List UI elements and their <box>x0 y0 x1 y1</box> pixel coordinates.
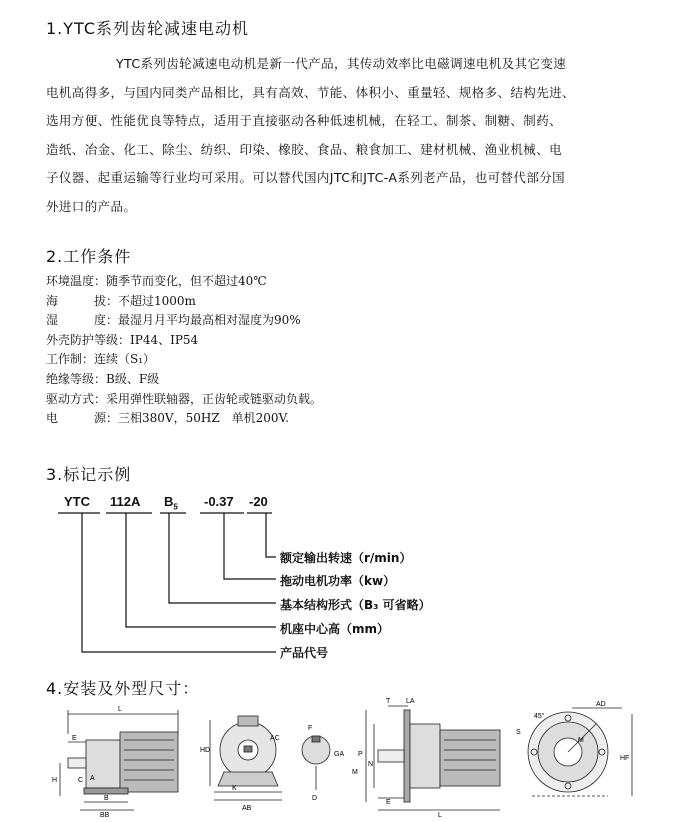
label-AC: AC <box>270 735 280 742</box>
condition-label: 湿 度： <box>46 313 119 328</box>
code-structure-letter: B <box>164 494 174 509</box>
condition-label: 绝缘等级： <box>46 371 107 386</box>
condition-value: 不超过1000m <box>118 293 196 308</box>
label-F: F <box>308 725 313 732</box>
label-L: L <box>118 706 122 713</box>
code-speed: -20 <box>249 494 268 509</box>
condition-value: 最湿月月平均最高相对湿度为90% <box>118 313 301 328</box>
drawing-flange-front-view <box>512 700 642 818</box>
intro-line: YTC系列齿轮减速电动机是新一代产品，其传动效率比电磁调速电机及其它变速 <box>116 56 567 71</box>
condition-label: 驱动方式： <box>46 391 107 406</box>
label-B: B <box>104 795 109 802</box>
label-AD: AD <box>596 701 606 708</box>
intro-line: 电机高得多，与国内同类产品相比，具有高效、节能、体积小、重量轻、规格多、结构先进、 <box>46 84 575 100</box>
desc-product-code: 产品代号 <box>280 646 329 660</box>
label-E: E <box>72 735 77 742</box>
label-AB: AB <box>242 805 252 812</box>
label-45deg: 45° <box>534 713 545 720</box>
drawing-front-view <box>198 700 346 818</box>
code-power: -0.37 <box>204 494 234 509</box>
intro-line: 选用方便、性能优良等特点，适用于直接驱动各种低速机械，在轻工、制茶、制糖、制药、 <box>46 113 563 129</box>
label-E3: E <box>386 799 391 806</box>
condition-label: 电 源： <box>46 411 119 426</box>
label-HF: HF <box>620 755 630 762</box>
intro-line: 外进口的产品。 <box>46 198 137 214</box>
label-K: K <box>232 785 237 792</box>
drawing-flange-side-view <box>348 694 508 818</box>
section-4-title: 4.安装及外型尺寸： <box>46 679 200 698</box>
condition-label: 外壳防护等级： <box>46 332 131 347</box>
code-center-height: 112A <box>110 494 141 509</box>
label-D: D <box>312 795 318 802</box>
label-M: M <box>352 769 358 776</box>
label-LA: LA <box>406 698 415 705</box>
condition-value: B级、F级 <box>106 371 160 386</box>
section-2-title: 2.工作条件 <box>46 247 132 266</box>
condition-value: 随季节而变化，但不超过40℃ <box>106 274 267 288</box>
label-HD: HD <box>200 747 211 754</box>
condition-label: 环境温度： <box>46 274 107 288</box>
condition-label: 海 拔： <box>46 293 119 308</box>
section-1-title: 1.YTC系列齿轮减速电动机 <box>46 19 250 38</box>
drawing-side-view <box>50 700 195 818</box>
condition-value: 连续（S₁） <box>94 352 156 367</box>
label-M4: M <box>578 737 584 744</box>
label-N: N <box>368 761 374 768</box>
label-P: P <box>358 751 363 758</box>
code-product: YTC <box>64 494 90 509</box>
condition-value: 三相380V，50HZ 单机200V. <box>118 411 289 426</box>
intro-line: 子仪器、起重运输等行业均可采用。可以替代国内JTC和JTC-A系列老产品，也可替代部分国 <box>46 170 566 186</box>
condition-value: IP44、IP54 <box>130 332 199 347</box>
desc-speed: 额定输出转速（r/min） <box>280 551 412 565</box>
label-BB: BB <box>100 812 110 818</box>
condition-value: 采用弹性联轴器，正齿轮或链驱动负载。 <box>106 391 323 406</box>
condition-label: 工作制： <box>46 352 95 367</box>
label-GA: GA <box>334 751 345 758</box>
intro-line: 造纸、冶金、化工、除尘、纺织、印染、橡胶、食品、粮食加工、建材机械、渔业机械、电 <box>46 141 563 157</box>
desc-structure: 基本结构形式（B₃ 可省略） <box>280 598 431 612</box>
label-C: C <box>78 777 84 784</box>
label-T: T <box>386 698 391 705</box>
desc-power: 拖动电机功率（kw） <box>280 574 396 588</box>
label-L3: L <box>438 812 442 818</box>
label-A: A <box>90 775 95 782</box>
label-S: S <box>516 729 521 736</box>
code-structure-sub: 5 <box>173 502 178 512</box>
section-3-title: 3.标记示例 <box>46 465 132 484</box>
label-H: H <box>52 777 58 784</box>
desc-center-height: 机座中心高（mm） <box>280 622 390 636</box>
